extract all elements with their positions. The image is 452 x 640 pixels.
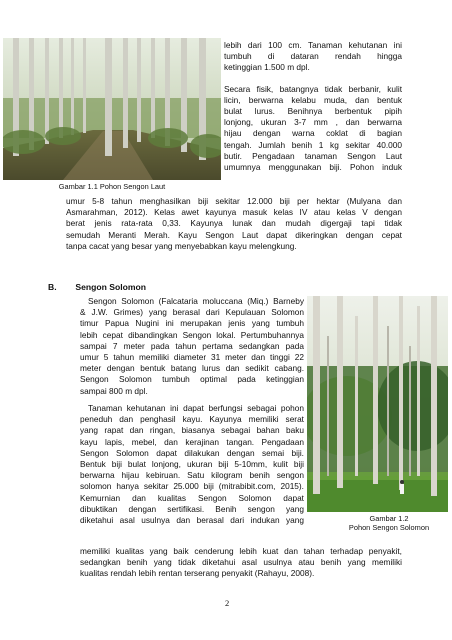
text-line: bulat lurus. Benihnya berbentuk pipih [224,106,402,117]
section-title: Sengon Solomon [75,282,147,292]
text-line: umur 5 tahun memiliki diameter 31 meter dan tinggi 22 [80,352,304,363]
figure-1-2-caption [334,514,444,532]
text-line: butir. Pengadaan tanaman Sengon Laut [224,150,402,161]
text-line: Asmarahman, 2012). Kelas awet kayunya masuk kelas IV atau kelas V dengan [66,207,402,218]
caption-line: Gambar 1.2 [369,514,409,523]
text-line: sampai 800 m dpl. [80,385,148,396]
text-line: yang rapat dan ringan, biasanya sebagai bahan baku [80,425,304,436]
section-b-heading [48,282,248,292]
section-b-full-width [80,546,402,580]
text-line: ketinggian 1.500 m dpl. [224,62,310,73]
text-line: Tanaman kehutanan ini dapat berfungsi sebagai pohon [88,403,304,413]
text-line: Sengon Solomon dapat dilakukan dengan semai biji. [80,447,304,458]
figure-1-1-photo [3,38,221,180]
text-line: tanpa cacat yang besar yang menyebabkan kayu melengkung. [66,240,297,251]
text-line: berwarna hijau kebiruan. Satu kilogram benih sengon [80,470,304,481]
text-line: dibuktikan dengan sertifikasi. Benih sengon yang [80,503,304,514]
text-line: licin, berwarna kelabu muda, dan bentuk [224,94,402,105]
text-line: solomon hanya sekitar 25.000 biji (mitrabibit.com, 2015). [80,481,304,492]
text-line: tumbuh di dataran rendah hingga [224,51,402,62]
text-line: kualitas rendah lebih rentan terserang penyakit (Rahayu, 2008). [80,568,315,579]
section-a-right-column [224,40,402,173]
text-line: Secara fisik, batangnya tidak berbanir, kulit [224,83,402,94]
section-b-paragraph-2 [80,403,304,526]
page-number: 2 [225,598,230,608]
section-letter: B. [48,282,57,292]
text-line: lonjong, ukuran 3-7 mm , dan berwarna [224,117,402,128]
text-line: lebih cepat dibandingkan Sengon lokal. Pertumbuhannya [80,329,304,340]
caption-line: Pohon Sengon Solomon [348,523,430,532]
tree-plantation-photo-icon [3,38,221,180]
text-line: & J.W. Grimes) yang berasal dari Kepulauan Solomon [80,307,304,318]
text-line: peneduh dan penghasil kayu. Kayunya memiliki serat [80,414,304,425]
text-line: umumnya menggunakan biji. Pohon induk [224,162,402,173]
text-line: tengah. Jumlah benih 1 kg sekitar 40.000 [224,139,402,150]
section-b-paragraph-1 [80,296,304,397]
text-line: sedangkan benih yang tidak diketahui asal usulnya atau benih yang memiliki [80,557,402,568]
figure-1-1-caption: Gambar 1.1 Pohon Sengon Laut [58,182,166,191]
text-line: diketahui asal usulnya dan berasal dari indukan yang [80,515,304,526]
text-line: meter dengan bentuk batang lurus dan sedikit cabang. [80,363,304,374]
text-line: semudah Meranti Merah. Kayu Sengon Laut dapat dikeringkan dengan cepat [66,229,402,240]
text-line: lebih dari 100 cm. Tanaman kehutanan ini [224,40,402,50]
text-line: Sengon Solomon tumbuh optimal pada ketinggian [80,374,304,385]
text-line: timur Papua Nugini ini merupakan jenis yang tumbuh [80,318,304,329]
text-line: Bentuk biji bulat lonjong, ukuran biji 5-10mm, kulit biji [80,459,304,470]
text-line: hijau dengan warna coklat di bagian [224,128,402,139]
text-line: memiliki kualitas yang baik cenderung lebih kuat dan tahan terhadap penyakit, [80,546,402,556]
text-line: Kemurnian dan kualitas Sengon Solomon dapat [80,492,304,503]
text-line: sampai 7 meter pada tahun pertama sedangkan pada [80,340,304,351]
section-a-full-width [66,196,402,252]
text-line: Sengon Solomon (Falcataria moluccana (Miq.) Barneby [88,296,304,306]
text-line: umur 5-8 tahun menghasilkan biji sekitar 12.000 biji per hektar (Mulyana dan [66,196,402,206]
forest-trees-photo-icon [307,296,448,512]
text-line: kayu lapis, mebel, dan kerajinan tangan. Pengadaan [80,436,304,447]
text-line: berat jenis rata-rata 0,33. Kayunya lunak dan mudah digergaji tapi tidak [66,218,402,229]
figure-1-2-photo [307,296,448,512]
